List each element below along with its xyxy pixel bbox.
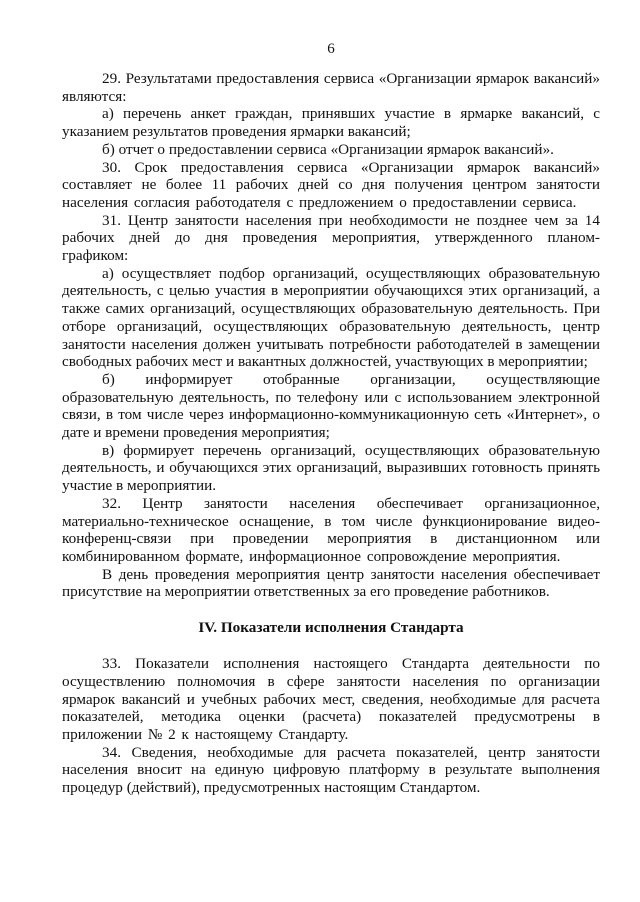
paragraph-31-a: а) осуществляет подбор организаций, осуществляющих образовательную деятельность, с целью участия в мероприятии обучающихся этих организаций, а также самих организаций, осуществляющих образовательную деятельность. При отборе организаций, осуществляющих образовательную деятельность, центр занятости населения должен учитывать потребности работодателей в замещении свободных рабочих мест и вакантных должностей, участвующих в мероприятии; xyxy=(62,264,600,371)
paragraph-30: 30. Срок предоставления сервиса «Организации ярмарок вакансий» составляет не более 11 рабочих дней со дня получения центром занятости населения согласия работодателя с предложением о предоставлении сервиса. xyxy=(62,158,600,211)
document-page xyxy=(62,40,600,797)
paragraph-31-b: б) информирует отобранные организации, осуществляющие образовательную деятельность, по телефону или с использованием электронной связи, в том числе через информационно-коммуникационную сеть «Интернет», о дате и времени проведения мероприятия; xyxy=(62,370,600,442)
paragraph-31-c: в) формирует перечень организаций, осуществляющих образовательную деятельность, и обучающихся этих организаций, выразивших готовность принять участие в мероприятии. xyxy=(62,441,600,495)
paragraph-32: 32. Центр занятости населения обеспечивает организационное, материально-техническое оснащение, в том числе функционирование видео-конференц-связи при проведении мероприятия в дистанционном или комбинированном формате, информационное сопровождение мероприятия. xyxy=(62,494,600,565)
paragraph-33: 33. Показатели исполнения настоящего Стандарта деятельности по осуществлению полномочия в сфере занятости населения по организации ярмарок вакансий и учебных рабочих мест, сведения, необходимые для расчета показателей, методика оценки (расчета) показателей предусмотрены в приложении № 2 к настоящему Стандарту. xyxy=(62,655,600,743)
page-number: 6 xyxy=(327,41,335,57)
paragraph-32-day: В день проведения мероприятия центр занятости населения обеспечивает присутствие на мероприятии ответственных за его проведение работников. xyxy=(62,565,600,601)
paragraph-29: 29. Результатами предоставления сервиса «Организации ярмарок вакансий» являются: xyxy=(62,70,600,105)
section-heading: IV. Показатели исполнения Стандарта xyxy=(198,619,464,637)
paragraph-31: 31. Центр занятости населения при необходимости не позднее чем за 14 рабочих дней до дня проведения мероприятия, утвержденного планом-графиком: xyxy=(62,211,600,265)
paragraph-29-a: а) перечень анкет граждан, принявших участие в ярмарке вакансий, с указанием результатов проведения ярмарки вакансий; xyxy=(62,105,600,141)
paragraph-29-b: б) отчет о предоставлении сервиса «Организации ярмарок вакансий». xyxy=(102,140,554,158)
paragraph-34: 34. Сведения, необходимые для расчета показателей, центр занятости населения вносит на единую цифровую платформу в результате выполнения процедур (действий), предусмотренных настоящим Стандартом. xyxy=(62,743,600,797)
